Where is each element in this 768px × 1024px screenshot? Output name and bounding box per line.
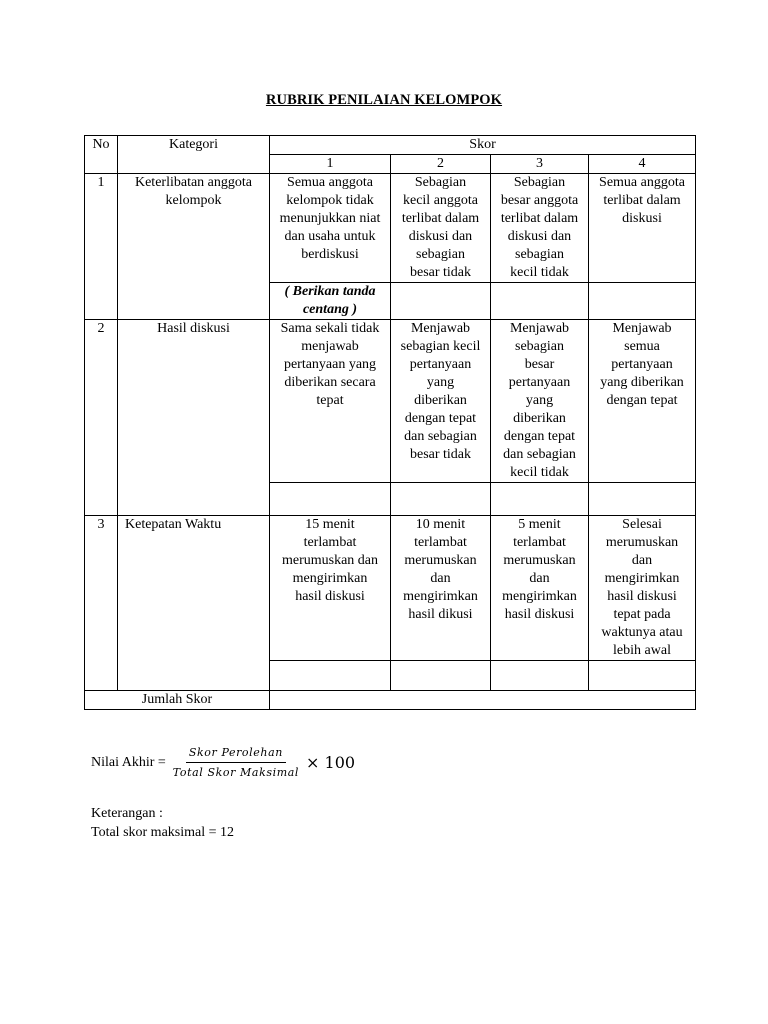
desc-line: kecil tidak bbox=[510, 465, 569, 480]
checkmark-cell[interactable] bbox=[589, 483, 696, 516]
category-cell bbox=[118, 516, 270, 691]
score-cell bbox=[270, 320, 391, 483]
desc-line: semua bbox=[624, 339, 660, 354]
desc-line: terlambat bbox=[513, 535, 566, 550]
desc-line: tepat bbox=[316, 393, 344, 408]
desc-line: yang diberikan bbox=[600, 375, 684, 390]
rubric-table bbox=[84, 135, 696, 710]
formula-denominator: Total Skor Maksimal bbox=[172, 766, 300, 779]
category-line: Ketepatan Waktu bbox=[125, 517, 222, 532]
formula-numerator: Skor Perolehan bbox=[186, 746, 286, 763]
checkmark-cell[interactable] bbox=[589, 661, 696, 691]
notes-section bbox=[91, 804, 234, 842]
checkmark-note-cell[interactable] bbox=[270, 283, 391, 320]
score-cell bbox=[391, 174, 491, 283]
desc-line: merumuskan bbox=[503, 553, 576, 568]
formula-label: Nilai Akhir = bbox=[91, 754, 166, 770]
desc-line: terlibat dalam bbox=[500, 211, 579, 226]
header-no: No bbox=[85, 136, 118, 174]
desc-line: sebagian bbox=[416, 247, 465, 262]
category-line: Hasil diskusi bbox=[157, 321, 230, 336]
category-cell bbox=[118, 174, 270, 320]
desc-line: terlambat bbox=[414, 535, 467, 550]
desc-line: terlibat dalam bbox=[401, 211, 480, 226]
desc-line: menunjukkan niat bbox=[279, 211, 381, 226]
category-line: kelompok bbox=[165, 193, 222, 208]
desc-line: Menjawab bbox=[612, 321, 672, 336]
desc-line: Sebagian bbox=[513, 175, 566, 190]
desc-line: diskusi dan bbox=[507, 229, 572, 244]
checkmark-cell[interactable] bbox=[391, 483, 491, 516]
score-cell bbox=[589, 174, 696, 283]
checkmark-cell[interactable] bbox=[391, 661, 491, 691]
total-score-value[interactable] bbox=[270, 691, 696, 710]
desc-line: besar bbox=[524, 357, 555, 372]
desc-line: merumuskan bbox=[605, 535, 679, 550]
desc-line: sebagian bbox=[515, 339, 564, 354]
total-score-label: Jumlah Skor bbox=[85, 691, 270, 710]
desc-line: pertanyaan bbox=[409, 357, 472, 372]
formula-fraction bbox=[170, 746, 302, 779]
desc-line: merumuskan dan bbox=[281, 553, 379, 568]
desc-line: waktunya atau bbox=[601, 625, 683, 640]
desc-line: mengirimkan bbox=[292, 571, 368, 586]
checkmark-cell[interactable] bbox=[270, 483, 391, 516]
desc-line: Sebagian bbox=[414, 175, 467, 190]
desc-line: berdiskusi bbox=[301, 247, 359, 262]
row-number: 2 bbox=[85, 320, 118, 516]
desc-line: diberikan bbox=[513, 411, 566, 426]
desc-line: dan bbox=[529, 571, 550, 586]
desc-line: mengirimkan bbox=[604, 571, 680, 586]
category-line: Keterlibatan anggota bbox=[134, 175, 252, 190]
notes-heading: Keterangan : bbox=[91, 806, 163, 821]
desc-line: menjawab bbox=[301, 339, 359, 354]
score-cell bbox=[491, 516, 589, 661]
desc-line: dan sebagian bbox=[404, 429, 477, 444]
desc-line: lebih awal bbox=[613, 643, 671, 658]
desc-line: besar anggota bbox=[500, 193, 579, 208]
checkmark-cell[interactable] bbox=[491, 483, 589, 516]
score-cell bbox=[270, 174, 391, 283]
header-level-3: 3 bbox=[491, 155, 589, 174]
desc-line: hasil diskusi bbox=[607, 589, 677, 604]
note-line: ( Berikan tanda bbox=[284, 284, 376, 299]
desc-line: diberikan bbox=[414, 393, 467, 408]
desc-line: hasil diskusi bbox=[295, 589, 365, 604]
checkmark-cell[interactable] bbox=[270, 661, 391, 691]
desc-line: yang bbox=[426, 375, 455, 390]
desc-line: dan bbox=[430, 571, 451, 586]
document-title: RUBRIK PENILAIAN KELOMPOK bbox=[265, 92, 503, 108]
desc-line: kecil tidak bbox=[510, 265, 569, 280]
desc-line: sebagian kecil bbox=[400, 339, 481, 354]
desc-line: kecil anggota bbox=[402, 193, 479, 208]
desc-line: 10 menit bbox=[415, 517, 466, 532]
note-line: centang ) bbox=[302, 302, 358, 317]
desc-line: terlambat bbox=[303, 535, 357, 550]
score-cell bbox=[270, 516, 391, 661]
desc-line: yang bbox=[525, 393, 554, 408]
desc-line: besar tidak bbox=[409, 265, 472, 280]
desc-line: besar tidak bbox=[409, 447, 472, 462]
header-skor: Skor bbox=[270, 136, 696, 155]
score-cell bbox=[589, 320, 696, 483]
row-number: 1 bbox=[85, 174, 118, 320]
checkmark-cell[interactable] bbox=[491, 283, 589, 320]
score-cell bbox=[391, 320, 491, 483]
desc-line: pertanyaan yang bbox=[283, 357, 377, 372]
desc-line: diskusi dan bbox=[408, 229, 473, 244]
desc-line: tepat pada bbox=[613, 607, 671, 622]
score-cell bbox=[391, 516, 491, 661]
desc-line: pertanyaan bbox=[508, 375, 571, 390]
desc-line: Menjawab bbox=[410, 321, 471, 336]
desc-line: hasil diskusi bbox=[504, 607, 575, 622]
header-kategori: Kategori bbox=[118, 136, 270, 174]
desc-line: dan bbox=[631, 553, 653, 568]
desc-line: Semua anggota bbox=[599, 175, 685, 190]
checkmark-cell[interactable] bbox=[491, 661, 589, 691]
desc-line: Selesai bbox=[622, 517, 662, 532]
desc-line: Menjawab bbox=[509, 321, 570, 336]
desc-line: dan usaha untuk bbox=[284, 229, 376, 244]
category-cell bbox=[118, 320, 270, 516]
notes-text: Total skor maksimal = 12 bbox=[91, 825, 235, 840]
desc-line: Semua anggota bbox=[287, 175, 373, 190]
desc-line: diskusi bbox=[622, 211, 662, 226]
desc-line: Sama sekali tidak bbox=[280, 321, 380, 336]
desc-line: sebagian bbox=[515, 247, 564, 262]
desc-line: dan sebagian bbox=[503, 447, 576, 462]
header-level-4: 4 bbox=[589, 155, 696, 174]
desc-line: dengan tepat bbox=[503, 429, 576, 444]
desc-line: pertanyaan bbox=[611, 357, 673, 372]
desc-line: kelompok tidak bbox=[286, 193, 374, 208]
checkmark-cell[interactable] bbox=[589, 283, 696, 320]
desc-line: dengan tepat bbox=[606, 393, 678, 408]
desc-line: diberikan secara bbox=[284, 375, 376, 390]
score-cell bbox=[491, 174, 589, 283]
desc-line: 15 menit bbox=[305, 517, 355, 532]
desc-line: 5 menit bbox=[518, 517, 561, 532]
desc-line: dengan tepat bbox=[404, 411, 477, 426]
desc-line: mengirimkan bbox=[502, 589, 577, 604]
row-number: 3 bbox=[85, 516, 118, 691]
formula-multiplier: × 100 bbox=[306, 753, 356, 772]
desc-line: mengirimkan bbox=[403, 589, 478, 604]
header-level-2: 2 bbox=[391, 155, 491, 174]
score-cell bbox=[491, 320, 589, 483]
header-level-1: 1 bbox=[270, 155, 391, 174]
score-cell bbox=[589, 516, 696, 661]
desc-line: merumuskan bbox=[404, 553, 477, 568]
final-score-formula bbox=[91, 746, 355, 779]
desc-line: hasil dikusi bbox=[408, 607, 473, 622]
desc-line: terlibat dalam bbox=[603, 193, 681, 208]
checkmark-cell[interactable] bbox=[391, 283, 491, 320]
